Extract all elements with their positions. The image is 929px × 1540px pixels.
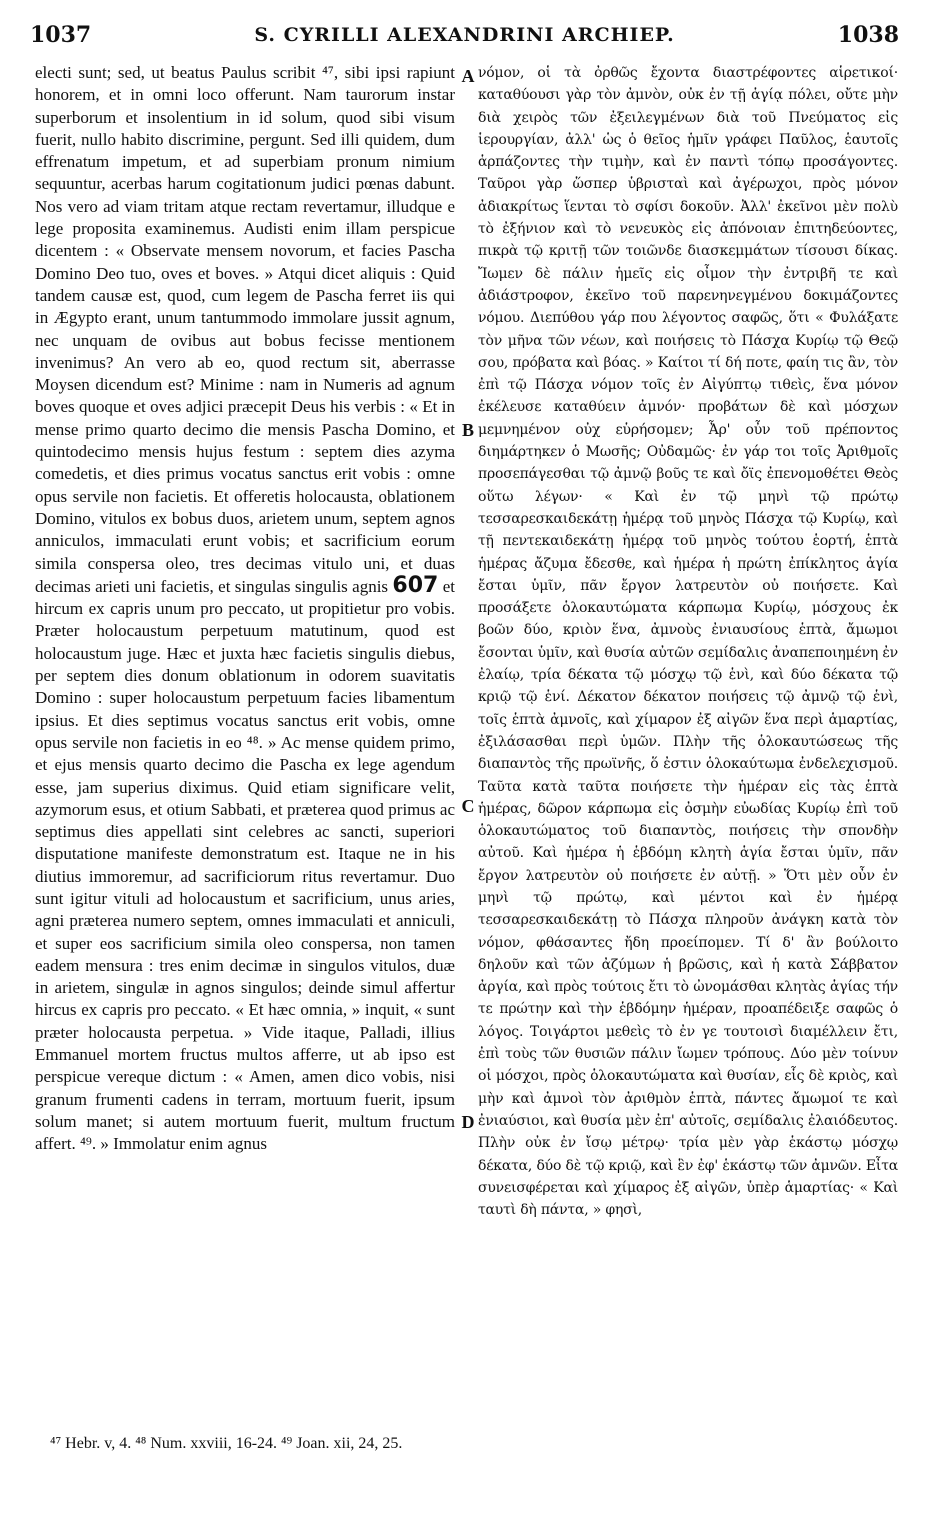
column-number: 607 [392,572,439,598]
margin-letter-c: C [461,796,475,816]
footnotes: ⁴⁷ Hebr. v, 4. ⁴⁸ Num. xxviii, 16-24. ⁴⁹ Joan. xii, 24, 25. [50,1435,403,1452]
margin-letter-b: B [461,420,474,440]
running-title: S. CYRILLI ALEXANDRINI ARCHIEP. [254,24,675,46]
margin-letter-a: A [461,66,475,86]
latin-column [35,62,455,1156]
latin-text-part2: et hircum ex capris unum pro peccato, ut propitietur pro vobis. Præter holocaustum perpetuum matutinum, quod est holocaustum juge. Hæc et juxta hæc facietis singulis diebus, per septem dies donum oblationum in odorem suavitatis Domino : super holocaustum perpetuum facies libamentum ipsius. Et dies septimus vocatus sanctus erit vobis, omne opus servile non facietis in eo ⁴⁸. » Ac mense quidem primo, et ejus mensis quarto decimo die Pascha ex lege agendum esse, jam superius diximus. Quid etiam significare velit, azymorum esus, et otium Sabbati, et præterea quod primus ac septimus dies appellati sint celebres ac sancti, superiori disputatione manifeste demonstratum est. Itaque ne in his diutius immoremur, ad sacrificiorum ritus revertamur. Duo sunt igitur vituli ad holocaustum et sacrificium, unus aries, agni præterea numero septem, omnes immaculati et anniculi, et super eos sacrificium simila oleo conspersa, non tamen eadem mensura : tres enim decimæ in singulos vitulos, duæ in arietem, singulæ in agnos singulos; deinde simul affertur hircus ex capris pro peccato. « Et hæc omnia, » inquit, « sunt præter holocausta perpetua. » Vide itaque, Palladi, illius Emmanuel mortem fructus multos afferre, ut ab ipso est perspicue vereque dictum : « Amen, amen dico vobis, nisi granum frumenti cadens in terram, mortuum fuerit, ipsum solum manet; si autem mortuum fuerit, multum fructum affert. ⁴⁹. » Immolatur enim agnus [35,576,456,1154]
latin-text [35,62,455,1156]
page-number-right: 1038 [837,22,899,48]
margin-letter-d: D [461,1112,475,1132]
page-number-left: 1037 [30,22,92,48]
greek-column [478,62,898,1221]
latin-text-part1: electi sunt; sed, ut beatus Paulus scribit ⁴⁷, sibi ipsi rapiunt honorem, et in omni loco offerunt. Nam taurorum instar superborum et insolentium in id solum, quod sibi visum fuerit, nullo habito discrimine, pergunt. Sed illi quidem, dum effrenatum impetum, et ad superbiam pronum nimium sequuntur, acerbas harum cogitationum judici pœnas dabunt. Nos vero ad viam tritam atque rectam revertamur, illudque e lege proposita examinemus. Audisti enim illam perspicue dicentem : « Observate mensem novorum, et facies Pascha Domino Deo tuo, oves et boves. » Atqui dicet aliquis : Quid tandem causæ est, quod, cum legem de Pascha ferret iis qui in Ægypto erant, unum tantummodo immolare jussit agnum, nec unquam de ovibus aut bobus fecisse mentionem invenimus? An vero ab eo, quod rectum sit, aberrasse Moysen dicendum est? Minime : nam in Numeris ad agnum boves quoque et oves adjici præcepit Deus his verbis : « Et in mense primo quarto decimo die mensis Pascha Domino, et quintodecimo mensis hujus festum : septem dies azyma comedetis, et dies primus vocatus sanctus erit vobis : omne opus servile non facietis. Et offeretis holocausta, oblationem Domino, vitulos ex bobus duos, arietem unum, septem agnos anniculos, immaculati erunt vobis; et sacrificium eorum simila conspersa oleo, tres decimas vitulo uni, et duas decimas arieti uni facietis, et singulas singulis agnis [35,63,455,596]
page-header [30,20,899,60]
greek-text: νόμον, οἱ τὰ ὀρθῶς ἔχοντα διαστρέφοντες αἱρετικοί· καταθύουσι γὰρ τὸν ἀμνὸν, οὐκ ἐν τῇ ἁγίᾳ πόλει, οὔτε μὴν διὰ χειρὸς τῶν ἐξειλεγμένων διὰ τοῦ Πνεύματος εἰς ἱερουργίαν, ἀλλ' ὡς ὁ θεῖος ἡμῖν γράφει Παῦλος, ἑαυτοῖς ἁρπάζοντες τὴν τιμὴν, καὶ ἐν παντὶ τόπῳ προσάγοντες. Ταῦροι γὰρ ὥσπερ ὑβρισταὶ καὶ ἀγέρωχοι, πρὸς μόνον ἀδιακρίτως ἵενται τὸ σφίσι δοκοῦν. Ἀλλ' ἐκεῖνοι μὲν πολὺ τὸ ἐξήνιον καὶ τὸ νενευκὸς εἰς ἀπόνοιαν ἐπιτηδεύοντες, πικρὰ τῷ κριτῇ τῶν τοιῶνδε διασκεμμάτων τίσουσι δίκας. Ἴωμεν δὲ πάλιν ἡμεῖς εἰς οἶμον τὴν ἐντριβῆ τε καὶ ἀδιάστροφον, ἐκεῖνο τοῦ παρενηνεγμένου δοκιμάζοντες νόμου. Διεπύθου γάρ που λέγοντος σαφῶς, ὅτι « Φυλάξατε τὸν μῆνα τῶν νέων, καὶ ποιήσεις τὸ Πάσχα Κυρίῳ τῷ Θεῷ σου, πρόβατα καὶ βόας. » Καίτοι τί δή ποτε, φαίη τις ἂν, τὸν ἐπὶ τῷ Πάσχα νόμον τοῖς ἐν Αἰγύπτῳ τιθεὶς, ἕνα μόνον ἐκέλευσε καταθύειν ἀμνόν· προβάτων δὲ καὶ μόσχων μεμνημένον οὐχ εὑρήσομεν; Ἆρ' οὖν τοῦ πρέποντος διημάρτηκεν ὁ Μωσῆς; Οὐδαμῶς· ἐν γάρ τοι τοῖς Ἀριθμοῖς προσεπάγεσθαι τῷ ἀμνῷ βοῦς τε καὶ ὄϊς ἐπενομοθέτει Θεὸς οὕτω λέγων· « Καὶ ἐν τῷ μηνὶ τῷ πρώτῳ τεσσαρεσκαιδεκάτῃ ἡμέρᾳ τοῦ μηνὸς Πάσχα τῷ Κυρίῳ, καὶ τῇ πεντεκαιδεκάτῃ ἡμέρᾳ τοῦ μηνὸς τούτου ἑορτή, ἑπτὰ ἡμέρας ἄζυμα ἔδεσθε, καὶ ἡμέρα ἡ πρώτη ἐπίκλητος ἁγία ἔσται ὑμῖν, πᾶν ἔργον λατρευτὸν οὐ ποιήσετε. Καὶ προσάξετε ὁλοκαυτώματα κάρπωμα Κυρίῳ, μόσχους ἐκ βοῶν δύο, κριὸν ἕνα, ἀμνοὺς ἐνιαυσίους ἑπτὰ, ἄμωμοι ἔσονται ὑμῖν, καὶ θυσία αὐτῶν σεμίδαλις ἀναπεποιημένη ἐν ἐλαίῳ, τρία δέκατα τῷ μόσχῳ τῷ ἑνὶ, καὶ δύο δέκατα τῷ κριῷ τῷ ἑνί. Δέκατον δέκατον ποιήσεις τῷ ἀμνῷ τῷ ἑνὶ, τοῖς ἑπτὰ ἀμνοῖς, καὶ χίμαρον ἐξ αἰγῶν ἕνα περὶ ἁμαρτίας, ἐξιλάσασθαι περὶ ὑμῶν. Πλὴν τῆς ὁλοκαυτώσεως τῆς διαπαντὸς τῆς πρωϊνῆς, ὅ ἐστιν ὁλοκαύτωμα ἐνδελεχισμοῦ. Ταῦτα κατὰ ταῦτα ποιήσετε τὴν ἡμέραν εἰς τὰς ἑπτὰ ἡμέρας, δῶρον κάρπωμα εἰς ὀσμὴν εὐωδίας Κυρίῳ ἐπὶ τοῦ ὁλοκαυτώματος τοῦ διαπαντὸς, ποιήσεις τὴν σπονδὴν αὐτοῦ. Καὶ ἡμέρα ἡ ἑβδόμη κλητὴ ἁγία ἔσται ὑμῖν, πᾶν ἔργον λατρευτὸν οὐ ποιήσετε ἐν αὐτῇ. » Ὅτι μὲν οὖν ἐν μηνὶ τῷ πρώτῳ, καὶ μέντοι καὶ ἐν ἡμέρᾳ τεσσαρεσκαιδεκάτῃ τὸ Πάσχα πληροῦν ἀνάγκη κατὰ τὸν νόμον, φθάσαντες ἤδη προείπομεν. Τί δ' ἂν βούλοιτο δηλοῦν καὶ τῶν ἀζύμων ἡ βρῶσις, καὶ ἡ κατὰ Σάββατον ἀργία, καὶ πρὸς τούτοις ἔτι τὸ ὠνομάσθαι κλητὰς ἁγίας τήν τε πρώτην καὶ τὴν ἑβδόμην ἡμέραν, προαπέδειξε σαφῶς ὁ λόγος. Τοιγάρτοι μεθεὶς τὸ ἐν γε τουτοισὶ διαμέλλειν ἔτι, ἐπὶ τοὺς τῶν θυσιῶν πάλιν ἴωμεν τρόπους. Δύο μὲν τοίνυν οἱ μόσχοι, πρὸς ὁλοκαυτώματα καὶ θυσίαν, εἷς δὲ κριὸς, καὶ μὴν καὶ ἀμνοὶ τὸν ἀριθμὸν ἑπτὰ, πάντες ἄμωμοί τε καὶ ἐνιαύσιοι, καὶ θυσία μὲν ἐπ' αὐτοῖς, σεμίδαλις ἐλαιόδευτος. Πλὴν οὐκ ἐν ἴσῳ μέτρῳ· τρία μὲν γὰρ ἑκάστῳ μόσχῳ δέκατα, δύο δὲ τῷ κριῷ, καὶ ἓν ἐφ' ἑκάστῳ τῶν ἀμνῶν. Εἶτα συνεισφέρεται καὶ χίμαρος ἐξ αἰγῶν, ὑπὲρ ἁμαρτίας· « Καὶ ταυτὶ δὴ πάντα, » φησὶ, [478,65,898,1219]
